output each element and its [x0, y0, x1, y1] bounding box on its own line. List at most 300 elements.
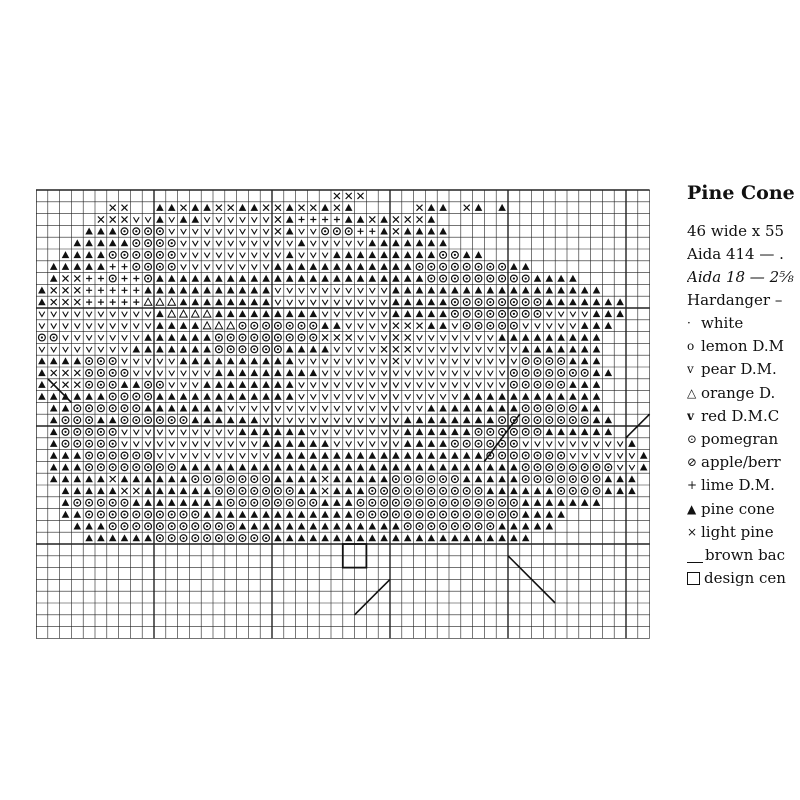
- stitch-pine-cone: [97, 487, 105, 494]
- stitch-pear: [558, 323, 564, 328]
- stitch-pear: [169, 453, 175, 458]
- stitch-pomegranate: [157, 511, 164, 518]
- stitch-pine-cone: [144, 534, 152, 541]
- stitch-pine-cone: [203, 275, 211, 282]
- stitch-pomegranate: [227, 523, 234, 530]
- stitch-pine-cone: [605, 475, 613, 482]
- stitch-pine-cone: [156, 499, 164, 506]
- stitch-pear: [169, 441, 175, 446]
- stitch-pine-cone: [203, 405, 211, 412]
- stitch-pine-cone: [121, 534, 129, 541]
- stitch-pear: [275, 300, 281, 305]
- stitch-pine-cone: [109, 534, 117, 541]
- stitch-pomegranate: [452, 511, 459, 518]
- stitch-light-pine: [405, 334, 411, 340]
- stitch-pomegranate: [145, 275, 152, 282]
- stitch-pear: [369, 359, 375, 364]
- stitch-light-pine: [393, 334, 399, 340]
- stitch-pear: [51, 347, 57, 352]
- stitch-pomegranate: [298, 334, 305, 341]
- stitch-pine-cone: [487, 487, 495, 494]
- stitch-pomegranate: [109, 440, 116, 447]
- stitch-pine-cone: [262, 275, 270, 282]
- stitch-lime: [133, 287, 139, 293]
- stitch-pear: [322, 300, 328, 305]
- stitch-pine-cone: [286, 275, 294, 282]
- stitch-pear: [417, 359, 423, 364]
- stitch-pine-cone: [498, 204, 506, 211]
- stitch-pine-cone: [192, 204, 200, 211]
- stitch-pine-cone: [498, 523, 506, 530]
- stitch-pomegranate: [334, 228, 341, 235]
- stitch-pomegranate: [310, 322, 317, 329]
- stitch-pear: [464, 359, 470, 364]
- stitch-pear: [346, 382, 352, 387]
- stitch-pear: [511, 359, 517, 364]
- stitch-pine-cone: [463, 428, 471, 435]
- stitch-pear: [393, 441, 399, 446]
- stitch-pine-cone: [133, 346, 141, 353]
- stitch-pine-cone: [251, 369, 259, 376]
- stitch-pine-cone: [463, 251, 471, 258]
- stitch-pine-cone: [534, 334, 542, 341]
- stitch-pine-cone: [404, 239, 412, 246]
- stitch-pear: [322, 312, 328, 317]
- stitch-pomegranate: [570, 370, 577, 377]
- stitch-pomegranate: [522, 370, 529, 377]
- stitch-pomegranate: [109, 511, 116, 518]
- stitch-pine-cone: [593, 405, 601, 412]
- stitch-pear: [428, 359, 434, 364]
- stitch-pine-cone: [38, 357, 46, 364]
- stitch-pine-cone: [62, 452, 70, 459]
- stitch-pine-cone: [546, 393, 554, 400]
- stitch-pine-cone: [357, 263, 365, 270]
- stitch-pear: [192, 241, 198, 246]
- stitch-pine-cone: [286, 523, 294, 530]
- stitch-pine-cone: [416, 452, 424, 459]
- stitch-pear: [263, 253, 269, 258]
- stitch-pear: [287, 300, 293, 305]
- stitch-pear: [476, 335, 482, 340]
- stitch-pomegranate: [546, 464, 553, 471]
- stitch-light-pine: [74, 299, 80, 305]
- stitch-pear: [523, 323, 529, 328]
- stitch-pomegranate: [168, 263, 175, 270]
- stitch-pine-cone: [262, 310, 270, 317]
- stitch-pomegranate: [263, 499, 270, 506]
- stitch-pine-cone: [215, 416, 223, 423]
- stitch-pine-cone: [286, 369, 294, 376]
- stitch-pomegranate: [157, 523, 164, 530]
- stitch-pine-cone: [144, 405, 152, 412]
- stitch-pine-cone: [239, 310, 247, 317]
- stitch-pine-cone: [50, 357, 58, 364]
- stitch-pine-cone: [156, 322, 164, 329]
- stitch-pomegranate: [168, 523, 175, 530]
- dotted-circle-icon: ⊙: [687, 432, 698, 447]
- stitch-pine-cone: [192, 287, 200, 294]
- stitch-pear: [63, 323, 69, 328]
- key-item-lemon: [687, 335, 800, 358]
- stitch-pomegranate: [511, 511, 518, 518]
- stitch-pomegranate: [322, 228, 329, 235]
- stitch-pine-cone: [510, 487, 518, 494]
- stitch-pear: [499, 371, 505, 376]
- stitch-pine-cone: [180, 216, 188, 223]
- stitch-pear: [369, 418, 375, 423]
- stitch-light-pine: [121, 205, 127, 211]
- stitch-pomegranate: [239, 535, 246, 542]
- stitch-pine-cone: [180, 334, 188, 341]
- stitch-pomegranate: [499, 263, 506, 270]
- stitch-pear: [181, 382, 187, 387]
- stitch-pear: [499, 382, 505, 387]
- stitch-pine-cone: [227, 287, 235, 294]
- stitch-pear: [39, 312, 45, 317]
- stitch-pear: [240, 241, 246, 246]
- stitch-pine-cone: [475, 452, 483, 459]
- stitch-pomegranate: [404, 511, 411, 518]
- stitch-pine-cone: [239, 275, 247, 282]
- stitch-pomegranate: [570, 476, 577, 483]
- stitch-pear: [358, 394, 364, 399]
- stitch-pomegranate: [381, 499, 388, 506]
- stitch-pomegranate: [452, 263, 459, 270]
- stitch-pomegranate: [98, 429, 105, 436]
- stitch-pear: [369, 335, 375, 340]
- cross-icon: ×: [687, 524, 698, 539]
- stitch-pomegranate: [522, 358, 529, 365]
- stitch-pine-cone: [310, 310, 318, 317]
- color-key: [687, 312, 800, 590]
- stitch-pear: [369, 312, 375, 317]
- stitch-pomegranate: [227, 488, 234, 495]
- stitch-pomegranate: [393, 488, 400, 495]
- stitch-pomegranate: [157, 240, 164, 247]
- circle-icon: o: [687, 339, 695, 354]
- stitch-pine-cone: [522, 393, 530, 400]
- stitch-light-pine: [263, 205, 269, 211]
- stitch-pear: [334, 382, 340, 387]
- stitch-pear: [369, 371, 375, 376]
- stitch-pine-cone: [487, 416, 495, 423]
- stitch-pear: [369, 347, 375, 352]
- stitch-pine-cone: [239, 381, 247, 388]
- stitch-light-pine: [51, 287, 57, 293]
- stitch-pear: [381, 300, 387, 305]
- stitch-pine-cone: [274, 511, 282, 518]
- stitch-pomegranate: [145, 228, 152, 235]
- stitch-pear: [570, 441, 576, 446]
- stitch-pine-cone: [416, 310, 424, 317]
- stitch-pine-cone: [74, 393, 82, 400]
- stitch-pomegranate: [487, 429, 494, 436]
- info-size: 46 wide x 55: [687, 222, 785, 240]
- stitch-pear: [310, 241, 316, 246]
- stitch-pine-cone: [180, 487, 188, 494]
- stitch-pine-cone: [522, 263, 530, 270]
- stitch-pine-cone: [357, 251, 365, 258]
- triangle-outline-icon: △: [687, 385, 697, 400]
- stitch-pine-cone: [180, 499, 188, 506]
- stitch-pine-cone: [180, 346, 188, 353]
- stitch-pine-cone: [215, 511, 223, 518]
- stitch-pine-cone: [215, 464, 223, 471]
- stitch-pear: [393, 382, 399, 387]
- stitch-pomegranate: [216, 346, 223, 353]
- stitch-pine-cone: [74, 452, 82, 459]
- stitch-pear: [440, 335, 446, 340]
- stitch-pomegranate: [511, 381, 518, 388]
- stitch-pear: [358, 406, 364, 411]
- stitch-light-pine: [393, 323, 399, 329]
- stitch-pine-cone: [428, 251, 436, 258]
- stitch-pine-cone: [203, 287, 211, 294]
- stitch-pine-cone: [345, 251, 353, 258]
- stitch-pine-cone: [180, 475, 188, 482]
- stitch-pine-cone: [546, 346, 554, 353]
- stitch-pine-cone: [50, 405, 58, 412]
- stitch-pomegranate: [499, 511, 506, 518]
- stitch-pear: [322, 288, 328, 293]
- stitch-pear: [346, 359, 352, 364]
- stitch-pear: [417, 335, 423, 340]
- stitch-pomegranate: [192, 523, 199, 530]
- chart-grid: [36, 186, 658, 642]
- stitch-pomegranate: [581, 464, 588, 471]
- stitch-pine-cone: [569, 428, 577, 435]
- stitch-pear: [393, 371, 399, 376]
- stitch-pine-cone: [510, 263, 518, 270]
- stitch-pine-cone: [487, 287, 495, 294]
- stitch-pine-cone: [180, 357, 188, 364]
- stitch-pomegranate: [487, 511, 494, 518]
- key-label: light pine: [701, 522, 774, 541]
- stitch-pine-cone: [498, 534, 506, 541]
- stitch-pomegranate: [393, 476, 400, 483]
- stitch-pomegranate: [74, 417, 81, 424]
- stitch-pine-cone: [50, 393, 58, 400]
- stitch-pine-cone: [345, 275, 353, 282]
- stitch-pomegranate: [98, 452, 105, 459]
- stitch-pear: [346, 441, 352, 446]
- stitch-pear: [122, 441, 128, 446]
- stitch-pine-cone: [510, 405, 518, 412]
- stitch-pomegranate: [404, 476, 411, 483]
- stitch-pine-cone: [310, 487, 318, 494]
- stitch-pomegranate: [145, 252, 152, 259]
- stitch-pomegranate: [275, 346, 282, 353]
- stitch-pear: [346, 323, 352, 328]
- stitch-pomegranate: [546, 370, 553, 377]
- stitch-pine-cone: [380, 263, 388, 270]
- stitch-pear: [133, 323, 139, 328]
- stitch-orange: [156, 298, 164, 305]
- stitch-pine-cone: [439, 204, 447, 211]
- stitch-pine-cone: [439, 452, 447, 459]
- stitch-lime: [110, 264, 116, 270]
- stitch-pine-cone: [144, 475, 152, 482]
- stitch-light-pine: [322, 334, 328, 340]
- stitch-lime: [322, 216, 328, 222]
- stitch-pomegranate: [286, 334, 293, 341]
- stitch-pear: [86, 312, 92, 317]
- stitch-pine-cone: [203, 499, 211, 506]
- stitch-pine-cone: [534, 523, 542, 530]
- stitch-pear: [546, 323, 552, 328]
- stitch-pomegranate: [463, 275, 470, 282]
- cross-stitch-chart: [36, 186, 658, 642]
- stitch-pine-cone: [451, 464, 459, 471]
- stitch-pear: [133, 430, 139, 435]
- stitch-pine-cone: [251, 464, 259, 471]
- stitch-pear: [617, 441, 623, 446]
- stitch-pine-cone: [416, 287, 424, 294]
- stitch-pear: [381, 406, 387, 411]
- stitch-pear: [570, 323, 576, 328]
- stitch-pine-cone: [321, 464, 329, 471]
- stitch-pear: [322, 430, 328, 435]
- stitch-pine-cone: [498, 487, 506, 494]
- stitch-light-pine: [110, 205, 116, 211]
- stitch-pine-cone: [569, 275, 577, 282]
- stitch-pear: [452, 335, 458, 340]
- stitch-pear: [204, 229, 210, 234]
- stitch-pear: [133, 312, 139, 317]
- stitch-light-pine: [381, 346, 387, 352]
- stitch-pine-cone: [428, 228, 436, 235]
- stitch-pine-cone: [156, 204, 164, 211]
- stitch-pine-cone: [168, 275, 176, 282]
- stitch-pomegranate: [133, 240, 140, 247]
- stitch-pine-cone: [416, 428, 424, 435]
- stitch-pine-cone: [404, 275, 412, 282]
- stitch-pine-cone: [168, 487, 176, 494]
- stitch-pear: [346, 430, 352, 435]
- stitch-pomegranate: [393, 499, 400, 506]
- stitch-pine-cone: [203, 393, 211, 400]
- stitch-orange: [227, 322, 235, 329]
- stitch-pomegranate: [109, 381, 116, 388]
- stitch-pine-cone: [251, 416, 259, 423]
- stitch-pear: [346, 312, 352, 317]
- stitch-lime: [121, 275, 127, 281]
- stitch-pine-cone: [156, 275, 164, 282]
- stitch-pomegranate: [534, 405, 541, 412]
- stitch-pine-cone: [321, 440, 329, 447]
- stitch-pine-cone: [310, 369, 318, 376]
- stitch-pine-cone: [404, 464, 412, 471]
- stitch-pine-cone: [510, 334, 518, 341]
- stitch-pomegranate: [546, 405, 553, 412]
- stitch-pine-cone: [203, 487, 211, 494]
- stitch-pine-cone: [581, 428, 589, 435]
- stitch-pomegranate: [133, 405, 140, 412]
- stitch-pear: [275, 253, 281, 258]
- stitch-pear: [133, 217, 139, 222]
- stitch-lime: [121, 287, 127, 293]
- stitch-pine-cone: [168, 287, 176, 294]
- stitch-pine-cone: [180, 405, 188, 412]
- stitch-light-pine: [405, 323, 411, 329]
- stitch-pine-cone: [133, 381, 141, 388]
- stitch-pine-cone: [369, 452, 377, 459]
- stitch-pine-cone: [428, 216, 436, 223]
- stitch-pomegranate: [180, 511, 187, 518]
- stitch-lime: [334, 216, 340, 222]
- info-lines: [687, 220, 800, 312]
- stitch-pear: [263, 264, 269, 269]
- stitch-pomegranate: [369, 511, 376, 518]
- stitch-pomegranate: [475, 523, 482, 530]
- stitch-pine-cone: [227, 369, 235, 376]
- stitch-pear: [582, 453, 588, 458]
- stitch-pine-cone: [74, 475, 82, 482]
- stitch-pine-cone: [392, 251, 400, 258]
- stitch-pear: [605, 441, 611, 446]
- stitch-pear: [358, 347, 364, 352]
- stitch-pear: [310, 288, 316, 293]
- stitch-lime: [298, 216, 304, 222]
- stitch-pear: [487, 382, 493, 387]
- stitch-pear: [110, 347, 116, 352]
- stitch-pomegranate: [157, 381, 164, 388]
- stitch-pine-cone: [333, 322, 341, 329]
- stitch-pear: [98, 335, 104, 340]
- key-item-light-pine: [687, 521, 800, 544]
- stitch-pine-cone: [369, 475, 377, 482]
- stitch-pomegranate: [168, 511, 175, 518]
- dot-icon: ·: [687, 316, 691, 330]
- stitch-pear: [476, 382, 482, 387]
- stitch-pine-cone: [321, 346, 329, 353]
- stitch-pine-cone: [581, 346, 589, 353]
- stitch-pine-cone: [298, 310, 306, 317]
- stitch-pomegranate: [475, 299, 482, 306]
- stitch-pine-cone: [133, 534, 141, 541]
- stitch-pine-cone: [62, 475, 70, 482]
- stitch-pine-cone: [62, 405, 70, 412]
- stitch-pomegranate: [522, 381, 529, 388]
- stitch-pomegranate: [216, 488, 223, 495]
- stitch-pine-cone: [156, 393, 164, 400]
- stitch-pine-cone: [215, 357, 223, 364]
- stitch-pear: [204, 217, 210, 222]
- stitch-pine-cone: [262, 440, 270, 447]
- stitch-pomegranate: [263, 346, 270, 353]
- stitch-pear: [216, 430, 222, 435]
- stitch-pear: [310, 394, 316, 399]
- stitch-pine-cone: [522, 334, 530, 341]
- stitch-pear: [428, 394, 434, 399]
- stitch-pine-cone: [581, 393, 589, 400]
- stitch-pine-cone: [62, 511, 70, 518]
- stitch-pomegranate: [109, 252, 116, 259]
- stitch-pomegranate: [168, 464, 175, 471]
- stitch-pine-cone: [498, 405, 506, 412]
- stitch-pine-cone: [581, 287, 589, 294]
- stitch-pomegranate: [109, 523, 116, 530]
- stitch-pear: [192, 264, 198, 269]
- stitch-pear: [417, 382, 423, 387]
- stitch-pine-cone: [475, 287, 483, 294]
- stitch-light-pine: [416, 323, 422, 329]
- key-item-lime: [687, 474, 800, 497]
- stitch-pine-cone: [286, 534, 294, 541]
- stitch-pomegranate: [487, 440, 494, 447]
- stitch-pomegranate: [357, 511, 364, 518]
